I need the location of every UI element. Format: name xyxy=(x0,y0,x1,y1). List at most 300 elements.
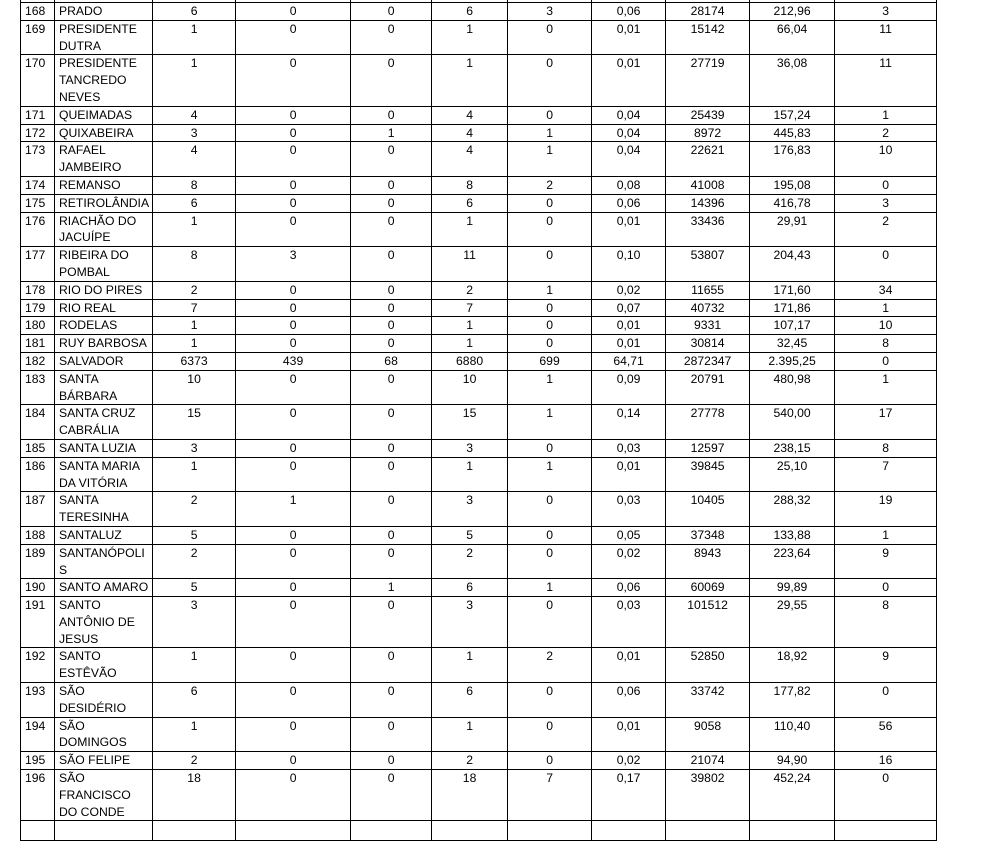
table-row xyxy=(21,352,937,370)
population-cell: 20791 xyxy=(666,370,750,405)
value-col-9-cell: 3 xyxy=(835,194,937,212)
rate-cell: 238,15 xyxy=(750,439,835,457)
value-col-4-cell: 4 xyxy=(432,106,508,124)
value-col-1-cell: 1 xyxy=(153,335,236,353)
value-col-6-cell: 0,06 xyxy=(592,579,666,597)
value-col-3-cell: 0 xyxy=(351,247,432,282)
municipality-name-cell: PRESIDENTE DUTRA xyxy=(55,20,153,55)
value-col-6-cell: 0,01 xyxy=(592,55,666,106)
municipality-name-cell: PRESIDENTE TANCREDO NEVES xyxy=(55,55,153,106)
value-col-9-cell: 8 xyxy=(835,439,937,457)
row-number-cell xyxy=(21,821,55,841)
municipality-name-cell: SANTA TERESINHA xyxy=(55,492,153,527)
value-col-5-cell: 0 xyxy=(508,335,592,353)
municipality-name-cell: SÃO FRANCISCO DO CONDE xyxy=(55,770,153,821)
rate-cell: 452,24 xyxy=(750,770,835,821)
value-col-9-cell: 16 xyxy=(835,752,937,770)
value-col-5-cell: 3 xyxy=(508,3,592,21)
row-number-cell: 183 xyxy=(21,370,55,405)
population-cell: 9058 xyxy=(666,717,750,752)
value-col-6-cell: 0,02 xyxy=(592,544,666,579)
municipality-name-cell: SANTO ESTÊVÃO xyxy=(55,648,153,683)
value-col-5-cell: 0 xyxy=(508,317,592,335)
value-col-3-cell: 0 xyxy=(351,106,432,124)
value-col-1-cell: 1 xyxy=(153,212,236,247)
value-col-1-cell: 18 xyxy=(153,770,236,821)
table-row xyxy=(21,194,937,212)
population-cell: 12597 xyxy=(666,439,750,457)
value-col-3-cell: 0 xyxy=(351,55,432,106)
value-col-5-cell: 2 xyxy=(508,648,592,683)
value-col-3-cell: 0 xyxy=(351,492,432,527)
value-col-5-cell: 0 xyxy=(508,597,592,648)
value-col-4-cell: 6 xyxy=(432,194,508,212)
value-col-5-cell: 0 xyxy=(508,439,592,457)
value-col-4-cell: 3 xyxy=(432,597,508,648)
municipality-name-cell: RIACHÃO DO JACUÍPE xyxy=(55,212,153,247)
rate-cell: 25,10 xyxy=(750,457,835,492)
value-col-3-cell xyxy=(351,821,432,841)
table-row xyxy=(21,317,937,335)
value-col-9-cell: 34 xyxy=(835,281,937,299)
value-col-6-cell: 0,06 xyxy=(592,683,666,718)
value-col-6-cell: 0,03 xyxy=(592,492,666,527)
municipality-name-cell: PRADO xyxy=(55,3,153,21)
table-row xyxy=(21,176,937,194)
value-col-4-cell: 18 xyxy=(432,770,508,821)
value-col-4-cell: 1 xyxy=(432,317,508,335)
value-col-3-cell: 0 xyxy=(351,142,432,177)
value-col-9-cell xyxy=(835,821,937,841)
municipality-name-cell: QUIXABEIRA xyxy=(55,124,153,142)
value-col-6-cell xyxy=(592,821,666,841)
rate-cell: 107,17 xyxy=(750,317,835,335)
population-cell: 28174 xyxy=(666,3,750,21)
row-number-cell: 175 xyxy=(21,194,55,212)
population-cell: 21074 xyxy=(666,752,750,770)
population-cell: 14396 xyxy=(666,194,750,212)
row-number-cell: 194 xyxy=(21,717,55,752)
value-col-2-cell: 0 xyxy=(236,106,351,124)
value-col-2-cell: 0 xyxy=(236,335,351,353)
value-col-1-cell: 1 xyxy=(153,317,236,335)
value-col-2-cell: 0 xyxy=(236,317,351,335)
value-col-6-cell: 0,10 xyxy=(592,247,666,282)
population-cell: 10405 xyxy=(666,492,750,527)
population-cell: 22621 xyxy=(666,142,750,177)
value-col-6-cell: 0,04 xyxy=(592,106,666,124)
municipality-name-cell: RUY BARBOSA xyxy=(55,335,153,353)
municipality-name-cell: SANTA BÁRBARA xyxy=(55,370,153,405)
value-col-1-cell: 6 xyxy=(153,3,236,21)
population-cell: 30814 xyxy=(666,335,750,353)
value-col-3-cell: 0 xyxy=(351,683,432,718)
value-col-6-cell: 0,01 xyxy=(592,317,666,335)
value-col-9-cell: 1 xyxy=(835,106,937,124)
municipality-name-cell: RETIROLÂNDIA xyxy=(55,194,153,212)
table-body xyxy=(21,0,937,841)
row-number-cell: 173 xyxy=(21,142,55,177)
value-col-1-cell: 3 xyxy=(153,597,236,648)
value-col-2-cell: 0 xyxy=(236,370,351,405)
value-col-3-cell: 0 xyxy=(351,439,432,457)
value-col-3-cell: 0 xyxy=(351,335,432,353)
value-col-6-cell: 0,01 xyxy=(592,457,666,492)
value-col-3-cell: 0 xyxy=(351,20,432,55)
value-col-9-cell: 9 xyxy=(835,544,937,579)
rate-cell: 171,86 xyxy=(750,299,835,317)
value-col-6-cell: 0,17 xyxy=(592,770,666,821)
value-col-4-cell: 1 xyxy=(432,55,508,106)
value-col-2-cell: 0 xyxy=(236,142,351,177)
value-col-9-cell: 1 xyxy=(835,370,937,405)
row-number-cell: 193 xyxy=(21,683,55,718)
rate-cell: 66,04 xyxy=(750,20,835,55)
table-row xyxy=(21,370,937,405)
value-col-2-cell: 0 xyxy=(236,752,351,770)
value-col-5-cell: 699 xyxy=(508,352,592,370)
value-col-2-cell: 0 xyxy=(236,124,351,142)
value-col-5-cell: 0 xyxy=(508,717,592,752)
municipality-name-cell: SÃO DOMINGOS xyxy=(55,717,153,752)
population-cell: 2872347 xyxy=(666,352,750,370)
municipality-name-cell: SALVADOR xyxy=(55,352,153,370)
table-row xyxy=(21,717,937,752)
row-number-cell: 187 xyxy=(21,492,55,527)
rate-cell: 2.395,25 xyxy=(750,352,835,370)
value-col-5-cell: 1 xyxy=(508,457,592,492)
value-col-1-cell: 2 xyxy=(153,752,236,770)
row-number-cell: 170 xyxy=(21,55,55,106)
rate-cell: 212,96 xyxy=(750,3,835,21)
value-col-2-cell: 0 xyxy=(236,770,351,821)
value-col-9-cell: 11 xyxy=(835,55,937,106)
value-col-9-cell: 11 xyxy=(835,20,937,55)
value-col-5-cell: 0 xyxy=(508,526,592,544)
table-row xyxy=(21,335,937,353)
rate-cell: 288,32 xyxy=(750,492,835,527)
value-col-3-cell: 68 xyxy=(351,352,432,370)
value-col-1-cell: 2 xyxy=(153,544,236,579)
value-col-1-cell: 1 xyxy=(153,457,236,492)
value-col-9-cell: 56 xyxy=(835,717,937,752)
population-cell: 11655 xyxy=(666,281,750,299)
value-col-6-cell: 0,03 xyxy=(592,439,666,457)
rate-cell: 157,24 xyxy=(750,106,835,124)
rate-cell: 32,45 xyxy=(750,335,835,353)
value-col-6-cell: 0,01 xyxy=(592,717,666,752)
table-row xyxy=(21,492,937,527)
rate-cell: 176,83 xyxy=(750,142,835,177)
rate-cell: 204,43 xyxy=(750,247,835,282)
value-col-3-cell: 0 xyxy=(351,544,432,579)
value-col-9-cell: 19 xyxy=(835,492,937,527)
value-col-3-cell: 0 xyxy=(351,405,432,440)
value-col-9-cell: 2 xyxy=(835,212,937,247)
value-col-6-cell: 0,08 xyxy=(592,176,666,194)
value-col-3-cell: 0 xyxy=(351,176,432,194)
value-col-5-cell: 0 xyxy=(508,544,592,579)
value-col-6-cell: 0,09 xyxy=(592,370,666,405)
value-col-4-cell: 2 xyxy=(432,544,508,579)
value-col-1-cell: 3 xyxy=(153,439,236,457)
value-col-2-cell: 0 xyxy=(236,717,351,752)
row-number-cell: 195 xyxy=(21,752,55,770)
value-col-6-cell: 0,01 xyxy=(592,20,666,55)
rate-cell: 94,90 xyxy=(750,752,835,770)
municipality-name-cell: SANTALUZ xyxy=(55,526,153,544)
value-col-1-cell: 1 xyxy=(153,648,236,683)
value-col-2-cell: 0 xyxy=(236,526,351,544)
value-col-9-cell: 0 xyxy=(835,247,937,282)
value-col-3-cell: 0 xyxy=(351,299,432,317)
value-col-6-cell: 0,01 xyxy=(592,648,666,683)
value-col-4-cell: 6880 xyxy=(432,352,508,370)
value-col-1-cell: 4 xyxy=(153,142,236,177)
value-col-5-cell: 2 xyxy=(508,176,592,194)
value-col-3-cell: 0 xyxy=(351,281,432,299)
value-col-4-cell: 3 xyxy=(432,439,508,457)
value-col-5-cell: 1 xyxy=(508,405,592,440)
rate-cell: 29,55 xyxy=(750,597,835,648)
population-cell xyxy=(666,821,750,841)
value-col-2-cell: 0 xyxy=(236,457,351,492)
value-col-4-cell: 6 xyxy=(432,579,508,597)
table-row xyxy=(21,124,937,142)
row-number-cell: 192 xyxy=(21,648,55,683)
value-col-9-cell: 8 xyxy=(835,597,937,648)
table-row xyxy=(21,544,937,579)
value-col-1-cell: 6 xyxy=(153,194,236,212)
value-col-1-cell: 8 xyxy=(153,176,236,194)
population-cell: 8943 xyxy=(666,544,750,579)
population-cell: 39845 xyxy=(666,457,750,492)
row-number-cell: 168 xyxy=(21,3,55,21)
value-col-9-cell: 17 xyxy=(835,405,937,440)
rate-cell: 445,83 xyxy=(750,124,835,142)
municipality-name-cell: QUEIMADAS xyxy=(55,106,153,124)
value-col-9-cell: 0 xyxy=(835,579,937,597)
row-number-cell: 190 xyxy=(21,579,55,597)
table-row xyxy=(21,142,937,177)
value-col-5-cell: 0 xyxy=(508,247,592,282)
value-col-4-cell: 7 xyxy=(432,299,508,317)
value-col-6-cell: 0,01 xyxy=(592,212,666,247)
value-col-1-cell: 2 xyxy=(153,281,236,299)
value-col-6-cell: 0,02 xyxy=(592,752,666,770)
value-col-9-cell: 0 xyxy=(835,176,937,194)
value-col-4-cell: 15 xyxy=(432,405,508,440)
population-cell: 27778 xyxy=(666,405,750,440)
value-col-6-cell: 0,02 xyxy=(592,281,666,299)
rate-cell: 110,40 xyxy=(750,717,835,752)
value-col-1-cell: 1 xyxy=(153,20,236,55)
municipality-name-cell: SÃO DESIDÉRIO xyxy=(55,683,153,718)
table-row xyxy=(21,579,937,597)
table-row xyxy=(21,281,937,299)
value-col-4-cell: 1 xyxy=(432,457,508,492)
table-row xyxy=(21,212,937,247)
table-row xyxy=(21,770,937,821)
table-row xyxy=(21,3,937,21)
row-number-cell: 171 xyxy=(21,106,55,124)
value-col-2-cell: 439 xyxy=(236,352,351,370)
value-col-4-cell: 1 xyxy=(432,335,508,353)
rate-cell: 99,89 xyxy=(750,579,835,597)
value-col-4-cell: 1 xyxy=(432,648,508,683)
rate-cell: 480,98 xyxy=(750,370,835,405)
value-col-1-cell: 2 xyxy=(153,492,236,527)
value-col-9-cell: 0 xyxy=(835,770,937,821)
value-col-4-cell: 5 xyxy=(432,526,508,544)
row-number-cell: 177 xyxy=(21,247,55,282)
value-col-1-cell: 5 xyxy=(153,579,236,597)
value-col-2-cell: 0 xyxy=(236,648,351,683)
value-col-9-cell: 1 xyxy=(835,526,937,544)
value-col-2-cell: 0 xyxy=(236,405,351,440)
value-col-9-cell: 0 xyxy=(835,683,937,718)
value-col-1-cell: 6373 xyxy=(153,352,236,370)
value-col-4-cell: 1 xyxy=(432,20,508,55)
table-row xyxy=(21,20,937,55)
value-col-2-cell: 0 xyxy=(236,683,351,718)
municipality-name-cell: RIO REAL xyxy=(55,299,153,317)
row-number-cell: 178 xyxy=(21,281,55,299)
population-cell: 101512 xyxy=(666,597,750,648)
value-col-6-cell: 0,06 xyxy=(592,194,666,212)
value-col-2-cell: 3 xyxy=(236,247,351,282)
value-col-9-cell: 2 xyxy=(835,124,937,142)
rate-cell: 177,82 xyxy=(750,683,835,718)
value-col-1-cell: 8 xyxy=(153,247,236,282)
value-col-5-cell: 0 xyxy=(508,683,592,718)
value-col-6-cell: 0,04 xyxy=(592,142,666,177)
value-col-6-cell: 0,05 xyxy=(592,526,666,544)
row-number-cell: 174 xyxy=(21,176,55,194)
value-col-9-cell: 9 xyxy=(835,648,937,683)
table-row xyxy=(21,55,937,106)
value-col-3-cell: 0 xyxy=(351,212,432,247)
value-col-4-cell: 4 xyxy=(432,142,508,177)
value-col-5-cell: 0 xyxy=(508,194,592,212)
value-col-1-cell: 10 xyxy=(153,370,236,405)
population-cell: 60069 xyxy=(666,579,750,597)
value-col-6-cell: 0,03 xyxy=(592,597,666,648)
row-number-cell: 179 xyxy=(21,299,55,317)
row-number-cell: 181 xyxy=(21,335,55,353)
municipality-name-cell: REMANSO xyxy=(55,176,153,194)
value-col-4-cell: 2 xyxy=(432,281,508,299)
value-col-4-cell: 6 xyxy=(432,3,508,21)
value-col-5-cell: 7 xyxy=(508,770,592,821)
value-col-3-cell: 1 xyxy=(351,124,432,142)
value-col-2-cell: 0 xyxy=(236,194,351,212)
value-col-3-cell: 0 xyxy=(351,597,432,648)
rate-cell: 416,78 xyxy=(750,194,835,212)
population-cell: 52850 xyxy=(666,648,750,683)
rate-cell: 195,08 xyxy=(750,176,835,194)
table-row xyxy=(21,457,937,492)
table-row xyxy=(21,648,937,683)
value-col-2-cell xyxy=(236,821,351,841)
value-col-2-cell: 0 xyxy=(236,281,351,299)
value-col-4-cell: 8 xyxy=(432,176,508,194)
value-col-6-cell: 64,71 xyxy=(592,352,666,370)
municipality-name-cell: SANTA LUZIA xyxy=(55,439,153,457)
value-col-3-cell: 0 xyxy=(351,317,432,335)
value-col-1-cell: 5 xyxy=(153,526,236,544)
row-number-cell: 176 xyxy=(21,212,55,247)
value-col-1-cell: 6 xyxy=(153,683,236,718)
value-col-6-cell: 0,06 xyxy=(592,3,666,21)
value-col-4-cell xyxy=(432,821,508,841)
row-number-cell: 191 xyxy=(21,597,55,648)
municipality-name-cell: SANTANÓPOLI S xyxy=(55,544,153,579)
population-cell: 39802 xyxy=(666,770,750,821)
row-number-cell: 184 xyxy=(21,405,55,440)
row-number-cell: 182 xyxy=(21,352,55,370)
value-col-4-cell: 6 xyxy=(432,683,508,718)
rate-cell: 36,08 xyxy=(750,55,835,106)
value-col-4-cell: 1 xyxy=(432,212,508,247)
population-cell: 33436 xyxy=(666,212,750,247)
rate-cell: 540,00 xyxy=(750,405,835,440)
population-cell: 8972 xyxy=(666,124,750,142)
table-row xyxy=(21,299,937,317)
table-row xyxy=(21,597,937,648)
value-col-9-cell: 10 xyxy=(835,142,937,177)
population-cell: 41008 xyxy=(666,176,750,194)
rate-cell xyxy=(750,821,835,841)
value-col-5-cell: 1 xyxy=(508,370,592,405)
value-col-2-cell: 0 xyxy=(236,299,351,317)
value-col-1-cell: 1 xyxy=(153,55,236,106)
row-number-cell: 188 xyxy=(21,526,55,544)
value-col-9-cell: 8 xyxy=(835,335,937,353)
row-number-cell: 169 xyxy=(21,20,55,55)
rate-cell: 171,60 xyxy=(750,281,835,299)
value-col-3-cell: 0 xyxy=(351,370,432,405)
municipality-name-cell xyxy=(55,821,153,841)
value-col-2-cell: 0 xyxy=(236,212,351,247)
table-row xyxy=(21,683,937,718)
value-col-2-cell: 0 xyxy=(236,439,351,457)
value-col-9-cell: 7 xyxy=(835,457,937,492)
population-cell: 37348 xyxy=(666,526,750,544)
rate-cell: 29,91 xyxy=(750,212,835,247)
population-cell: 15142 xyxy=(666,20,750,55)
value-col-5-cell: 0 xyxy=(508,55,592,106)
population-cell: 33742 xyxy=(666,683,750,718)
municipality-name-cell: SANTA CRUZ CABRÁLIA xyxy=(55,405,153,440)
value-col-6-cell: 0,14 xyxy=(592,405,666,440)
value-col-3-cell: 0 xyxy=(351,752,432,770)
value-col-3-cell: 0 xyxy=(351,717,432,752)
rate-cell: 18,92 xyxy=(750,648,835,683)
value-col-6-cell: 0,07 xyxy=(592,299,666,317)
rate-cell: 223,64 xyxy=(750,544,835,579)
value-col-1-cell: 4 xyxy=(153,106,236,124)
value-col-4-cell: 1 xyxy=(432,717,508,752)
municipality-table-page xyxy=(20,0,937,841)
value-col-1-cell xyxy=(153,821,236,841)
table-row xyxy=(21,526,937,544)
value-col-5-cell: 0 xyxy=(508,212,592,247)
value-col-4-cell: 2 xyxy=(432,752,508,770)
value-col-2-cell: 0 xyxy=(236,544,351,579)
value-col-2-cell: 0 xyxy=(236,3,351,21)
municipality-name-cell: RODELAS xyxy=(55,317,153,335)
